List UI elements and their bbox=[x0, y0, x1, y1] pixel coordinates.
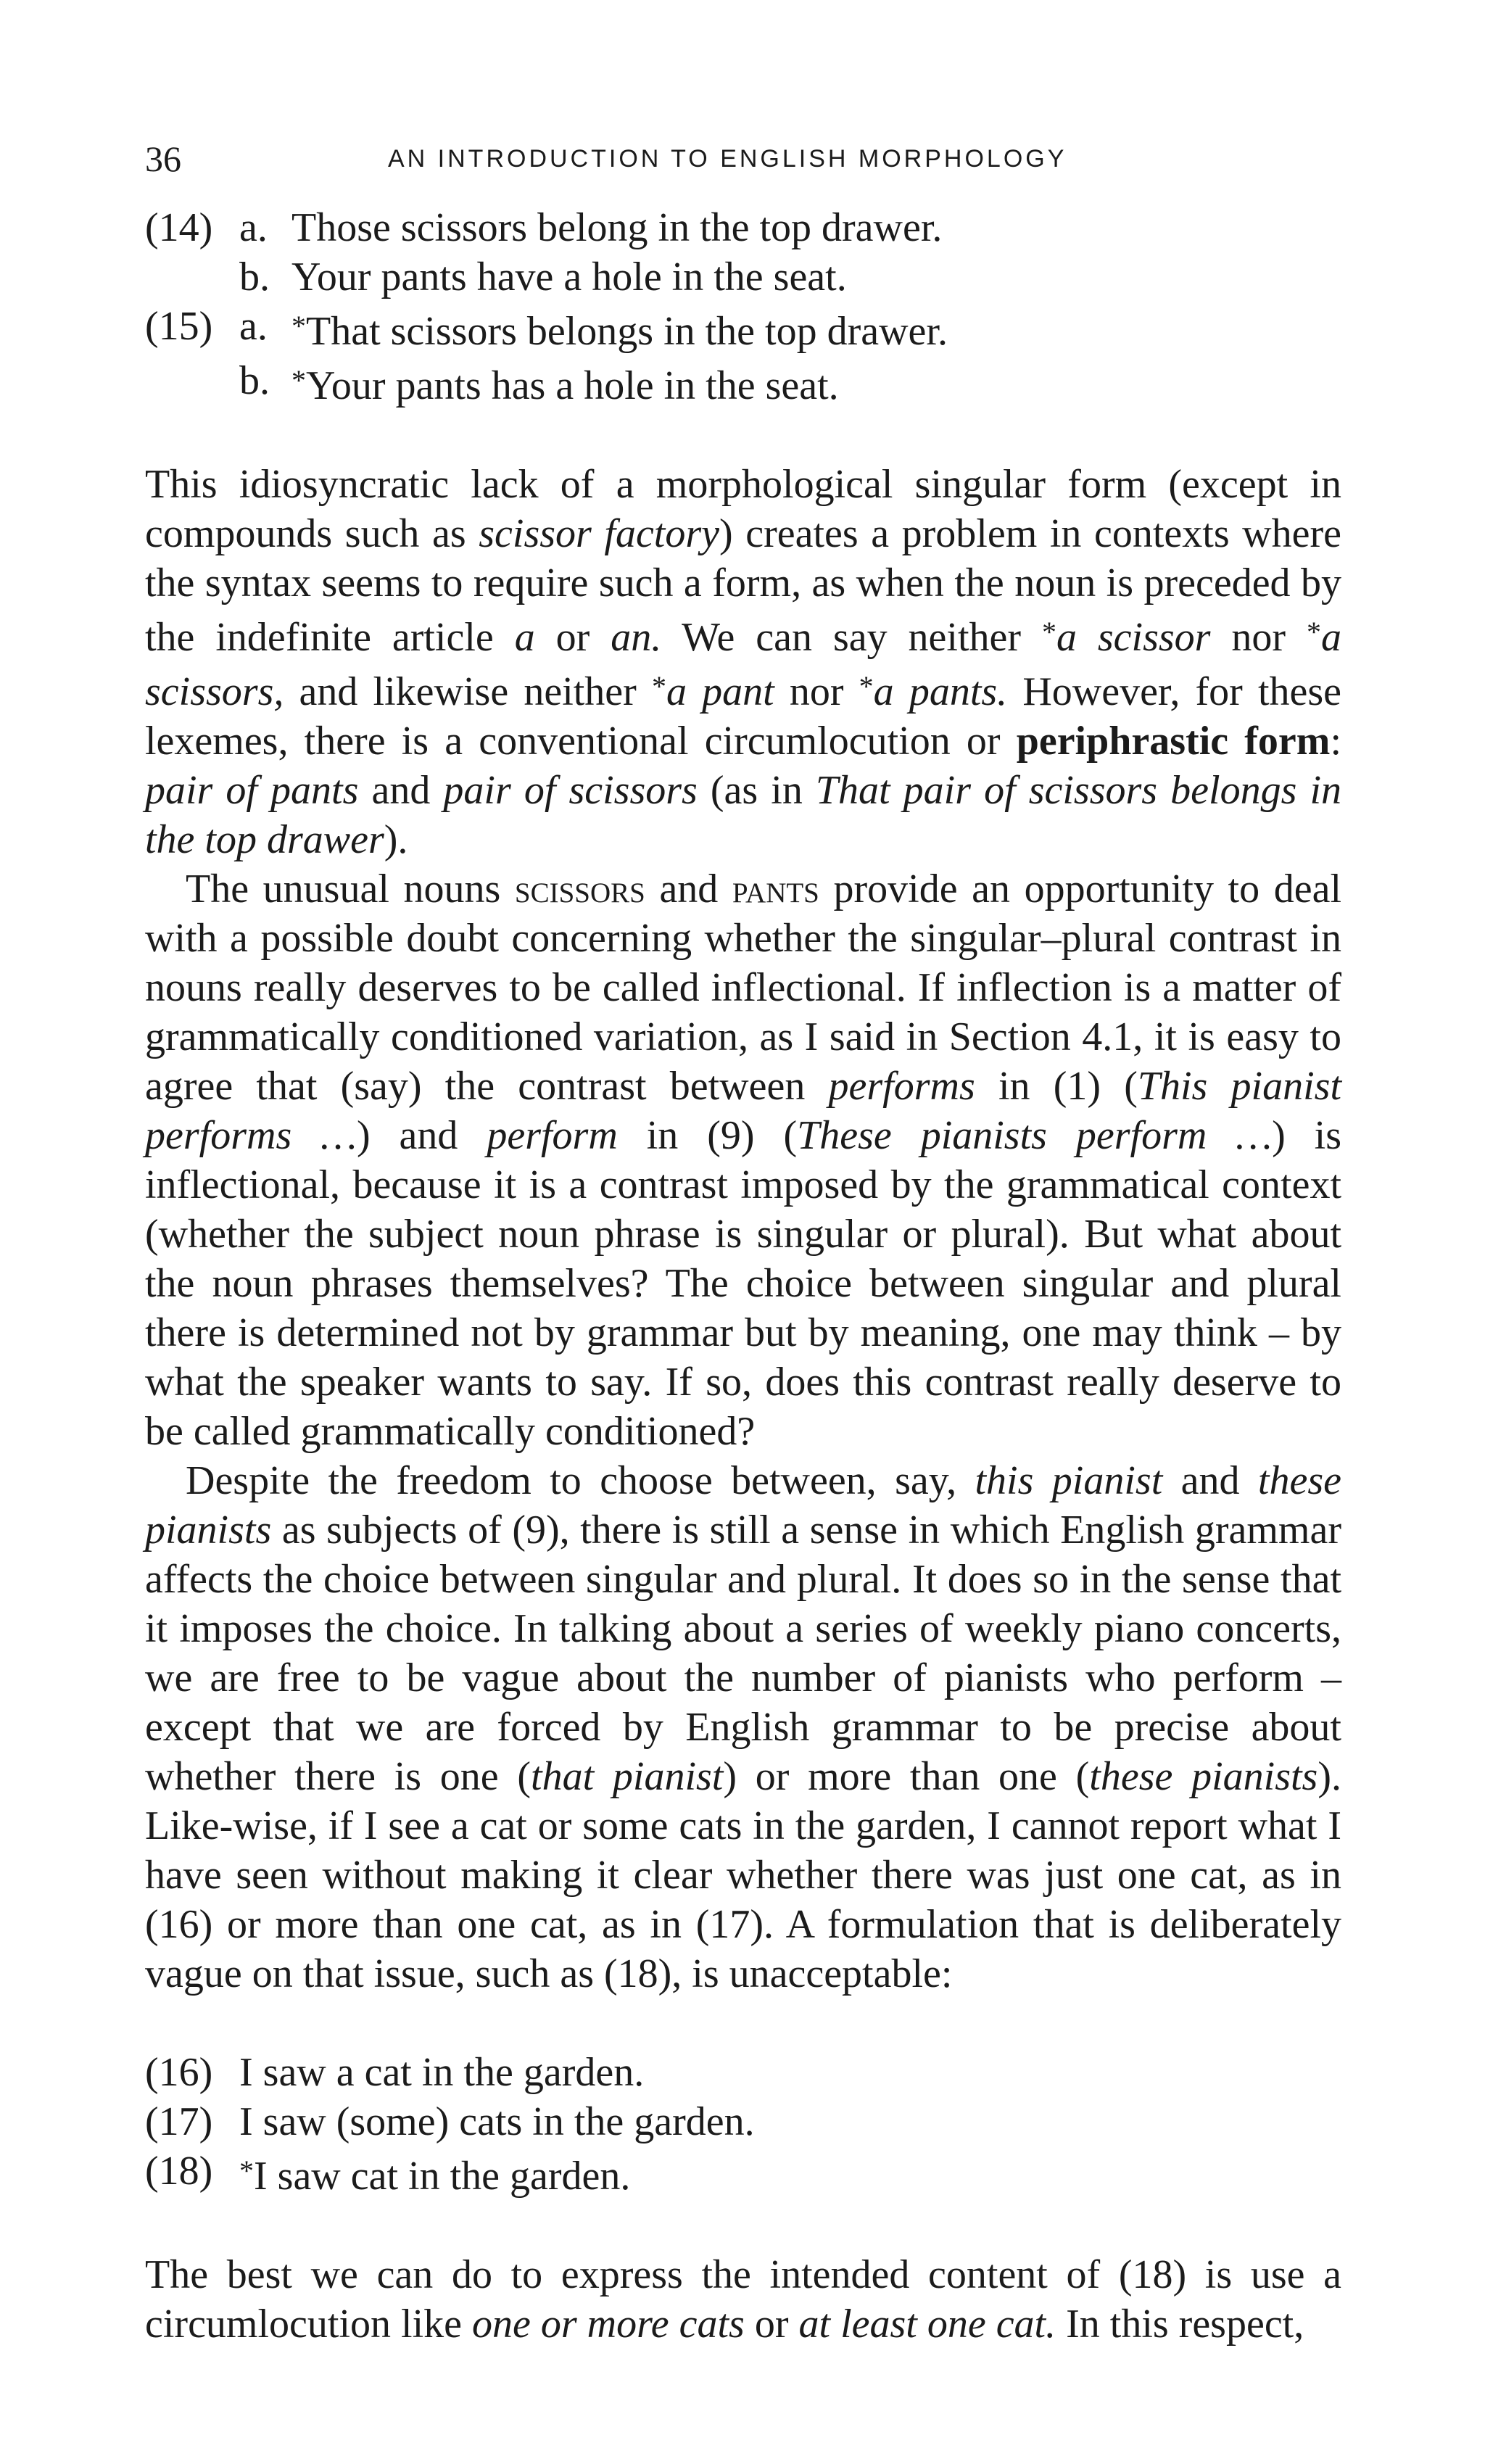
example-text: *That scissors belongs in the top drawer. bbox=[291, 309, 948, 354]
example-letter: b. bbox=[239, 255, 270, 299]
example-line bbox=[145, 356, 1341, 410]
running-head: AN INTRODUCTION TO ENGLISH MORPHOLOGY bbox=[388, 145, 1067, 173]
example-text: I saw a cat in the garden. bbox=[239, 2050, 645, 2095]
paragraph-2: The unusual nouns scissors and pants provide an opportunity to deal with a possible doubt concerning whether the singular–plural contrast in nouns really deserves to be called inflectional. If inflection is a matter of grammatically conditioned variation, as I said in Section 4.1, it is easy to agree that (say) the contrast between performs in (1) (This pianist performs …) and perform in (9) (These pianists perform …) is inflectional, because it is a contrast imposed by the grammatical context (whether the subject noun phrase is singular or plural). But what about the noun phrases themselves? The choice between singular and plural there is determined not by grammar but by meaning, one may think – by what the speaker wants to say. If so, does this contrast really deserve to be called grammatically conditioned? bbox=[145, 867, 1341, 1454]
page-number: 36 bbox=[145, 139, 181, 179]
example-line bbox=[145, 2097, 1341, 2146]
ungrammatical-star: * bbox=[291, 364, 306, 397]
examples-16-18 bbox=[145, 2048, 1341, 2201]
key-term: periphrastic form bbox=[1016, 719, 1331, 764]
example-letter: a. bbox=[239, 304, 268, 349]
example-text: Your pants have a hole in the seat. bbox=[291, 255, 847, 299]
example-number bbox=[145, 356, 239, 410]
example-text: *Your pants has a hole in the seat. bbox=[291, 363, 839, 408]
example-text: I saw (some) cats in the garden. bbox=[239, 2099, 755, 2144]
example-letter: b. bbox=[239, 358, 270, 403]
example-line bbox=[145, 2146, 1341, 2201]
paragraph-4: The best we can do to express the intended content of (18) is use a circumlocution like one or more cats or at least one cat. In this respect, bbox=[145, 2252, 1341, 2347]
example-number: (18) bbox=[145, 2149, 213, 2194]
example-line bbox=[145, 252, 1341, 302]
paragraph-1: This idiosyncratic lack of a morphological singular form (except in compounds such as scissor factory) creates a problem in contexts where the syntax seems to require such a form, as when the noun is preceded by the indefinite article a or an. We can say neither *a scissor nor *a scissors, and likewise neither *a pant nor *a pants. However, for these lexemes, there is a conventional circumlocution or periphrastic form: pair of pants and pair of scissors (as in That pair of scissors belongs in the top drawer). bbox=[145, 462, 1342, 862]
example-line bbox=[145, 302, 1341, 356]
ungrammatical-star: * bbox=[291, 310, 306, 342]
ungrammatical-star: * bbox=[239, 2154, 254, 2187]
paragraph-3: Despite the freedom to choose between, say, this pianist and these pianists as subjects of (9), there is still a sense in which English grammar affects the choice between singular and plural. It does so in the sense that it imposes the choice. In talking about a series of weekly piano concerts, we are free to be vague about the number of pianists who perform – except that we are forced by English grammar to be precise about whether there is one (that pianist) or more than one (these pianists). Like-wise, if I see a cat or some cats in the garden, I cannot report what I have seen without making it clear whether there was just one cat, as in (16) or more than one cat, as in (17). A formulation that is deliberately vague on that issue, such as (18), is unacceptable: bbox=[145, 1458, 1342, 1996]
example-line bbox=[145, 203, 1341, 252]
example-text: *I saw cat in the garden. bbox=[239, 2154, 631, 2199]
example-line bbox=[145, 2048, 1341, 2097]
examples-14-15 bbox=[145, 203, 1341, 410]
example-number: (14) bbox=[145, 205, 213, 250]
page-header bbox=[145, 123, 1341, 203]
example-number: (16) bbox=[145, 2050, 213, 2095]
example-letter: a. bbox=[239, 205, 268, 250]
example-text: Those scissors belong in the top drawer. bbox=[291, 205, 943, 250]
example-number: (15) bbox=[145, 304, 213, 349]
example-number: (17) bbox=[145, 2099, 213, 2144]
book-page bbox=[145, 123, 1341, 2349]
example-number bbox=[145, 252, 239, 302]
